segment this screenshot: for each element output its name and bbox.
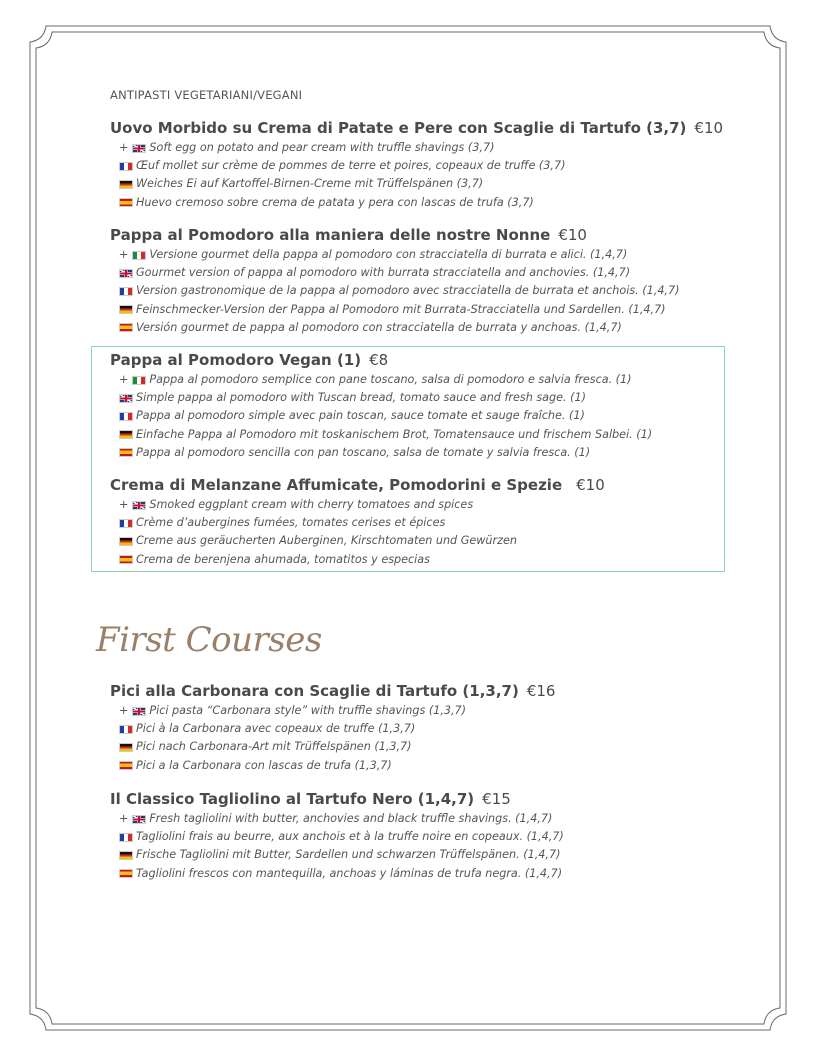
first-courses-heading: First Courses bbox=[96, 620, 322, 660]
translation-line bbox=[119, 532, 750, 550]
dish-price: €10 bbox=[694, 119, 724, 137]
spain-flag-icon bbox=[119, 198, 133, 207]
dish-title bbox=[110, 680, 750, 702]
translation-text: Soft egg on potato and pear cream with truffle shavings (3,7) bbox=[149, 141, 495, 154]
dish-title bbox=[110, 788, 750, 810]
translation-text: Huevo cremoso sobre crema de patata y pera con lascas de trufa (3,7) bbox=[136, 195, 534, 209]
plus-sign: + bbox=[119, 498, 129, 511]
dish-price: €15 bbox=[482, 790, 511, 808]
plus-sign: + bbox=[119, 248, 129, 261]
translation-text: Einfache Pappa al Pomodoro mit toskanischem Brot, Tomatensauce und frischem Salbei. (1) bbox=[136, 427, 653, 441]
germany-flag-icon bbox=[119, 180, 133, 189]
translation-text: Tagliolini frais au beurre, aux anchois et à la truffe noire en copeaux. (1,4,7) bbox=[136, 830, 564, 844]
translation-text: Pici nach Carbonara-Art mit Trüffelspänen (1,3,7) bbox=[136, 740, 412, 754]
translation-text: Pappa al pomodoro semplice con pane toscano, salsa di pomodoro e salvia fresca. (1) bbox=[149, 373, 632, 386]
france-flag-icon bbox=[119, 412, 133, 421]
dish-tagliolino-tartufo bbox=[110, 788, 750, 883]
translation-line bbox=[119, 720, 750, 738]
translation-line bbox=[119, 175, 750, 193]
uk-flag-icon bbox=[132, 501, 146, 510]
section-label: ANTIPASTI VEGETARIANI/VEGANI bbox=[110, 88, 303, 102]
spain-flag-icon bbox=[119, 761, 133, 770]
translation-line bbox=[119, 551, 750, 569]
translation-text: Creme aus geräucherten Auberginen, Kirschtomaten und Gewürzen bbox=[136, 534, 517, 548]
plus-sign: + bbox=[119, 704, 129, 717]
translation-text: Weiches Ei auf Kartoffel-Birnen-Creme mit Trüffelspänen (3,7) bbox=[136, 177, 484, 191]
translation-text: Versión gourmet de pappa al pomodoro con stracciatella de burrata y anchoas. (1,4,7) bbox=[136, 320, 622, 334]
dish-title bbox=[110, 349, 750, 371]
dish-crema-melanzane bbox=[110, 474, 750, 569]
plus-sign: + bbox=[119, 373, 129, 386]
translation-line bbox=[119, 194, 750, 212]
translation-text: Crema de berenjena ahumada, tomatitos y especias bbox=[136, 552, 430, 566]
translation-line bbox=[119, 407, 750, 425]
dish-price: €8 bbox=[369, 351, 389, 369]
dish-title bbox=[110, 474, 750, 496]
translation-line bbox=[119, 282, 750, 300]
translation-text: Smoked eggplant cream with cherry tomatoes and spices bbox=[149, 498, 474, 511]
translation-line bbox=[119, 444, 750, 462]
translation-text: Crème d’aubergines fumées, tomates cerises et épices bbox=[136, 516, 446, 530]
spain-flag-icon bbox=[119, 869, 133, 878]
dish-name: Pappa al Pomodoro alla maniera delle nostre Nonne bbox=[110, 226, 551, 244]
france-flag-icon bbox=[119, 162, 133, 171]
translation-text: Tagliolini frescos con mantequilla, anchoas y láminas de trufa negra. (1,4,7) bbox=[136, 866, 563, 880]
spain-flag-icon bbox=[119, 323, 133, 332]
translation-line bbox=[119, 757, 750, 775]
uk-flag-icon bbox=[132, 707, 146, 716]
translation-text: Frische Tagliolini mit Butter, Sardellen und schwarzen Trüffelspänen. (1,4,7) bbox=[136, 848, 561, 862]
translation-line bbox=[119, 426, 750, 444]
translation-line bbox=[119, 865, 750, 883]
translation-line bbox=[119, 246, 750, 264]
dish-price: €10 bbox=[576, 476, 605, 494]
translation-line bbox=[119, 514, 750, 532]
translation-text: Pappa al pomodoro sencilla con pan toscano, salsa de tomate y salvia fresca. (1) bbox=[136, 445, 591, 459]
translation-text: Pici a la Carbonara con lascas de trufa (1,3,7) bbox=[136, 758, 392, 772]
translation-line bbox=[119, 496, 750, 514]
translation-line bbox=[119, 846, 750, 864]
uk-flag-icon bbox=[119, 394, 133, 403]
translation-text: Pici à la Carbonara avec copeaux de truffe (1,3,7) bbox=[136, 722, 416, 736]
dish-name: Crema di Melanzane Affumicate, Pomodorini e Spezie bbox=[110, 476, 563, 494]
translation-line bbox=[119, 702, 750, 720]
uk-flag-icon bbox=[119, 269, 133, 278]
dish-pappa-vegan bbox=[110, 349, 750, 462]
france-flag-icon bbox=[119, 725, 133, 734]
translation-line bbox=[119, 139, 750, 157]
plus-sign: + bbox=[119, 812, 129, 825]
dish-title bbox=[110, 117, 750, 139]
germany-flag-icon bbox=[119, 851, 133, 860]
dish-pici-carbonara bbox=[110, 680, 750, 775]
germany-flag-icon bbox=[119, 430, 133, 439]
translation-line bbox=[119, 371, 750, 389]
spain-flag-icon bbox=[119, 555, 133, 564]
translation-text: Feinschmecker-Version der Pappa al Pomodoro mit Burrata-Stracciatella und Sardellen. (1,4,7) bbox=[136, 302, 666, 316]
translation-line bbox=[119, 157, 750, 175]
france-flag-icon bbox=[119, 833, 133, 842]
dish-uovo-morbido bbox=[110, 117, 750, 212]
translation-text: Simple pappa al pomodoro with Tuscan bread, tomato sauce and fresh sage. (1) bbox=[136, 391, 586, 405]
dish-price: €10 bbox=[558, 226, 587, 244]
dish-title bbox=[110, 224, 750, 246]
translation-text: Version gastronomique de la pappa al pomodoro avec stracciatella de burrata et anchois. (1,4,7) bbox=[136, 284, 680, 298]
translation-line bbox=[119, 828, 750, 846]
germany-flag-icon bbox=[119, 537, 133, 546]
italy-flag-icon bbox=[132, 251, 146, 260]
uk-flag-icon bbox=[132, 815, 146, 824]
france-flag-icon bbox=[119, 519, 133, 528]
uk-flag-icon bbox=[132, 144, 146, 153]
italy-flag-icon bbox=[132, 376, 146, 385]
translation-line bbox=[119, 319, 750, 337]
dish-name: Pici alla Carbonara con Scaglie di Tartufo (1,3,7) bbox=[110, 682, 519, 700]
translation-text: Œuf mollet sur crème de pommes de terre et poires, copeaux de truffe (3,7) bbox=[136, 159, 566, 173]
dish-name: Pappa al Pomodoro Vegan (1) bbox=[110, 351, 362, 369]
dish-name: Il Classico Tagliolino al Tartufo Nero (1,4,7) bbox=[110, 790, 475, 808]
translation-line bbox=[119, 738, 750, 756]
translation-line bbox=[119, 264, 750, 282]
germany-flag-icon bbox=[119, 305, 133, 314]
dish-price: €16 bbox=[526, 682, 556, 700]
translation-line bbox=[119, 389, 750, 407]
france-flag-icon bbox=[119, 287, 133, 296]
plus-sign: + bbox=[119, 141, 129, 154]
spain-flag-icon bbox=[119, 448, 133, 457]
germany-flag-icon bbox=[119, 743, 133, 752]
translation-text: Gourmet version of pappa al pomodoro with burrata stracciatella and anchovies. (1,4,7) bbox=[136, 266, 631, 280]
translation-line bbox=[119, 301, 750, 319]
dish-pappa-nonne bbox=[110, 224, 750, 337]
dish-name: Uovo Morbido su Crema di Patate e Pere con Scaglie di Tartufo (3,7) bbox=[110, 119, 687, 137]
translation-text: Pappa al pomodoro simple avec pain toscan, sauce tomate et sauge fraîche. (1) bbox=[136, 409, 585, 423]
translation-text: Fresh tagliolini with butter, anchovies and black truffle shavings. (1,4,7) bbox=[149, 812, 553, 825]
translation-text: Versione gourmet della pappa al pomodoro con stracciatella di burrata e alici. (1,4,7) bbox=[149, 248, 628, 261]
translation-text: Pici pasta “Carbonara style” with truffle shavings (1,3,7) bbox=[149, 704, 467, 717]
translation-line bbox=[119, 810, 750, 828]
